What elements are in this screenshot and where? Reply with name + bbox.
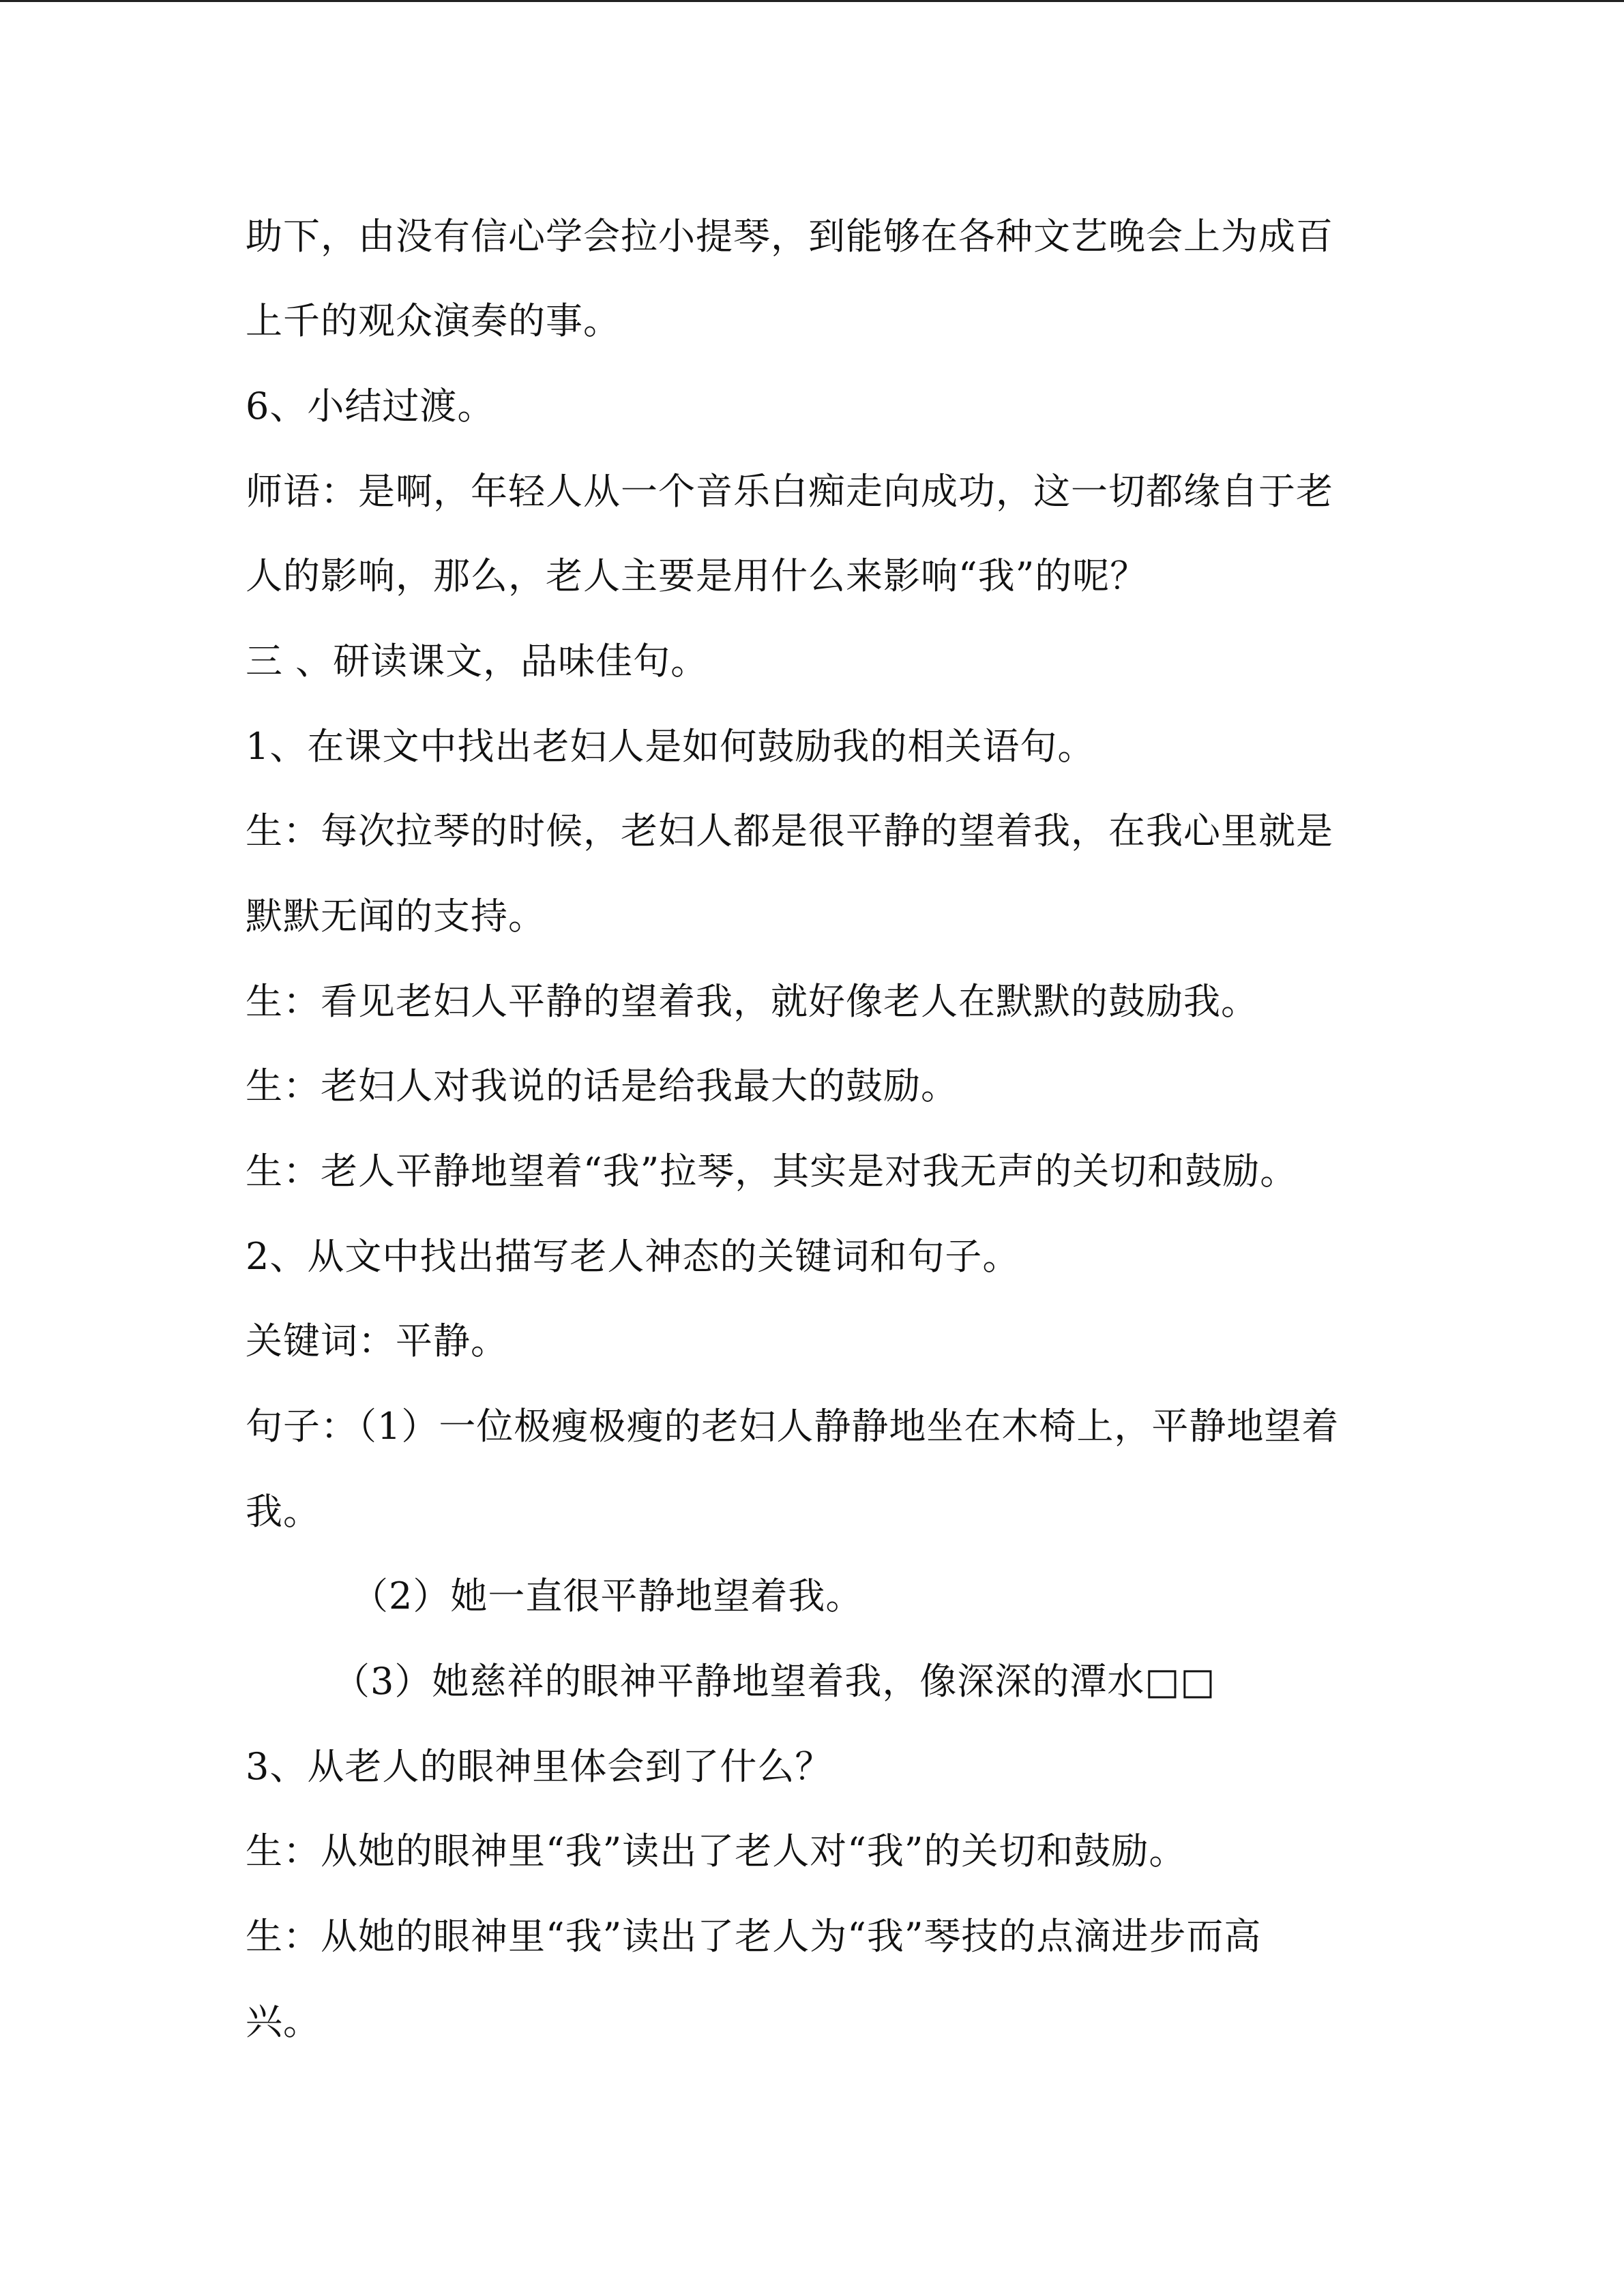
page-top-border	[0, 0, 1624, 2]
text-line: 句子：（1）一位极瘦极瘦的老妇人静静地坐在木椅上，平静地望着	[246, 1405, 1340, 1448]
numbered-item: 1、在课文中找出老妇人是如何鼓励我的相关语句。	[246, 725, 1095, 768]
numbered-item: 2、从文中找出描写老人神态的关键词和句子。	[246, 1235, 1020, 1278]
text-line: 生：从她的眼神里“我”读出了老人对“我”的关切和鼓励。	[246, 1830, 1187, 1873]
text-line: 默默无闻的支持。	[246, 895, 546, 938]
text-line: 关键词：平静。	[246, 1320, 508, 1362]
numbered-item: 3、从老人的眼神里体会到了什么？	[246, 1745, 833, 1788]
text-line: 人的影响，那么，老人主要是用什么来影响“我”的呢？	[246, 554, 1148, 597]
text-line: 师语：是啊，年轻人从一个音乐白痴走向成功，这一切都缘自于老	[246, 470, 1333, 513]
text-line: 上千的观众演奏的事。	[246, 299, 621, 342]
text-line: 生：看见老妇人平静的望着我，就好像老人在默默的鼓励我。	[246, 980, 1258, 1023]
text-line: 生：每次拉琴的时候，老妇人都是很平静的望着我，在我心里就是	[246, 809, 1333, 852]
text-line: 6、小结过渡。	[246, 385, 495, 428]
indented-sentence: （3）她慈祥的眼神平静地望着我，像深深的潭水□□	[333, 1660, 1216, 1703]
text-line: 生：从她的眼神里“我”读出了老人为“我”琴技的点滴进步而高	[246, 1915, 1262, 1958]
section-heading: 三 、研读课文，品味佳句。	[246, 640, 709, 683]
indented-sentence: （2）她一直很平静地望着我。	[351, 1575, 863, 1617]
text-line: 生：老妇人对我说的话是给我最大的鼓励。	[246, 1064, 958, 1107]
text-line: 我。	[246, 1490, 321, 1533]
text-line: 生：老人平静地望着“我”拉琴，其实是对我无声的关切和鼓励。	[246, 1150, 1298, 1193]
text-line: 兴。	[246, 2000, 321, 2043]
text-line: 助下，由没有信心学会拉小提琴，到能够在各种文艺晚会上为成百	[246, 215, 1333, 258]
